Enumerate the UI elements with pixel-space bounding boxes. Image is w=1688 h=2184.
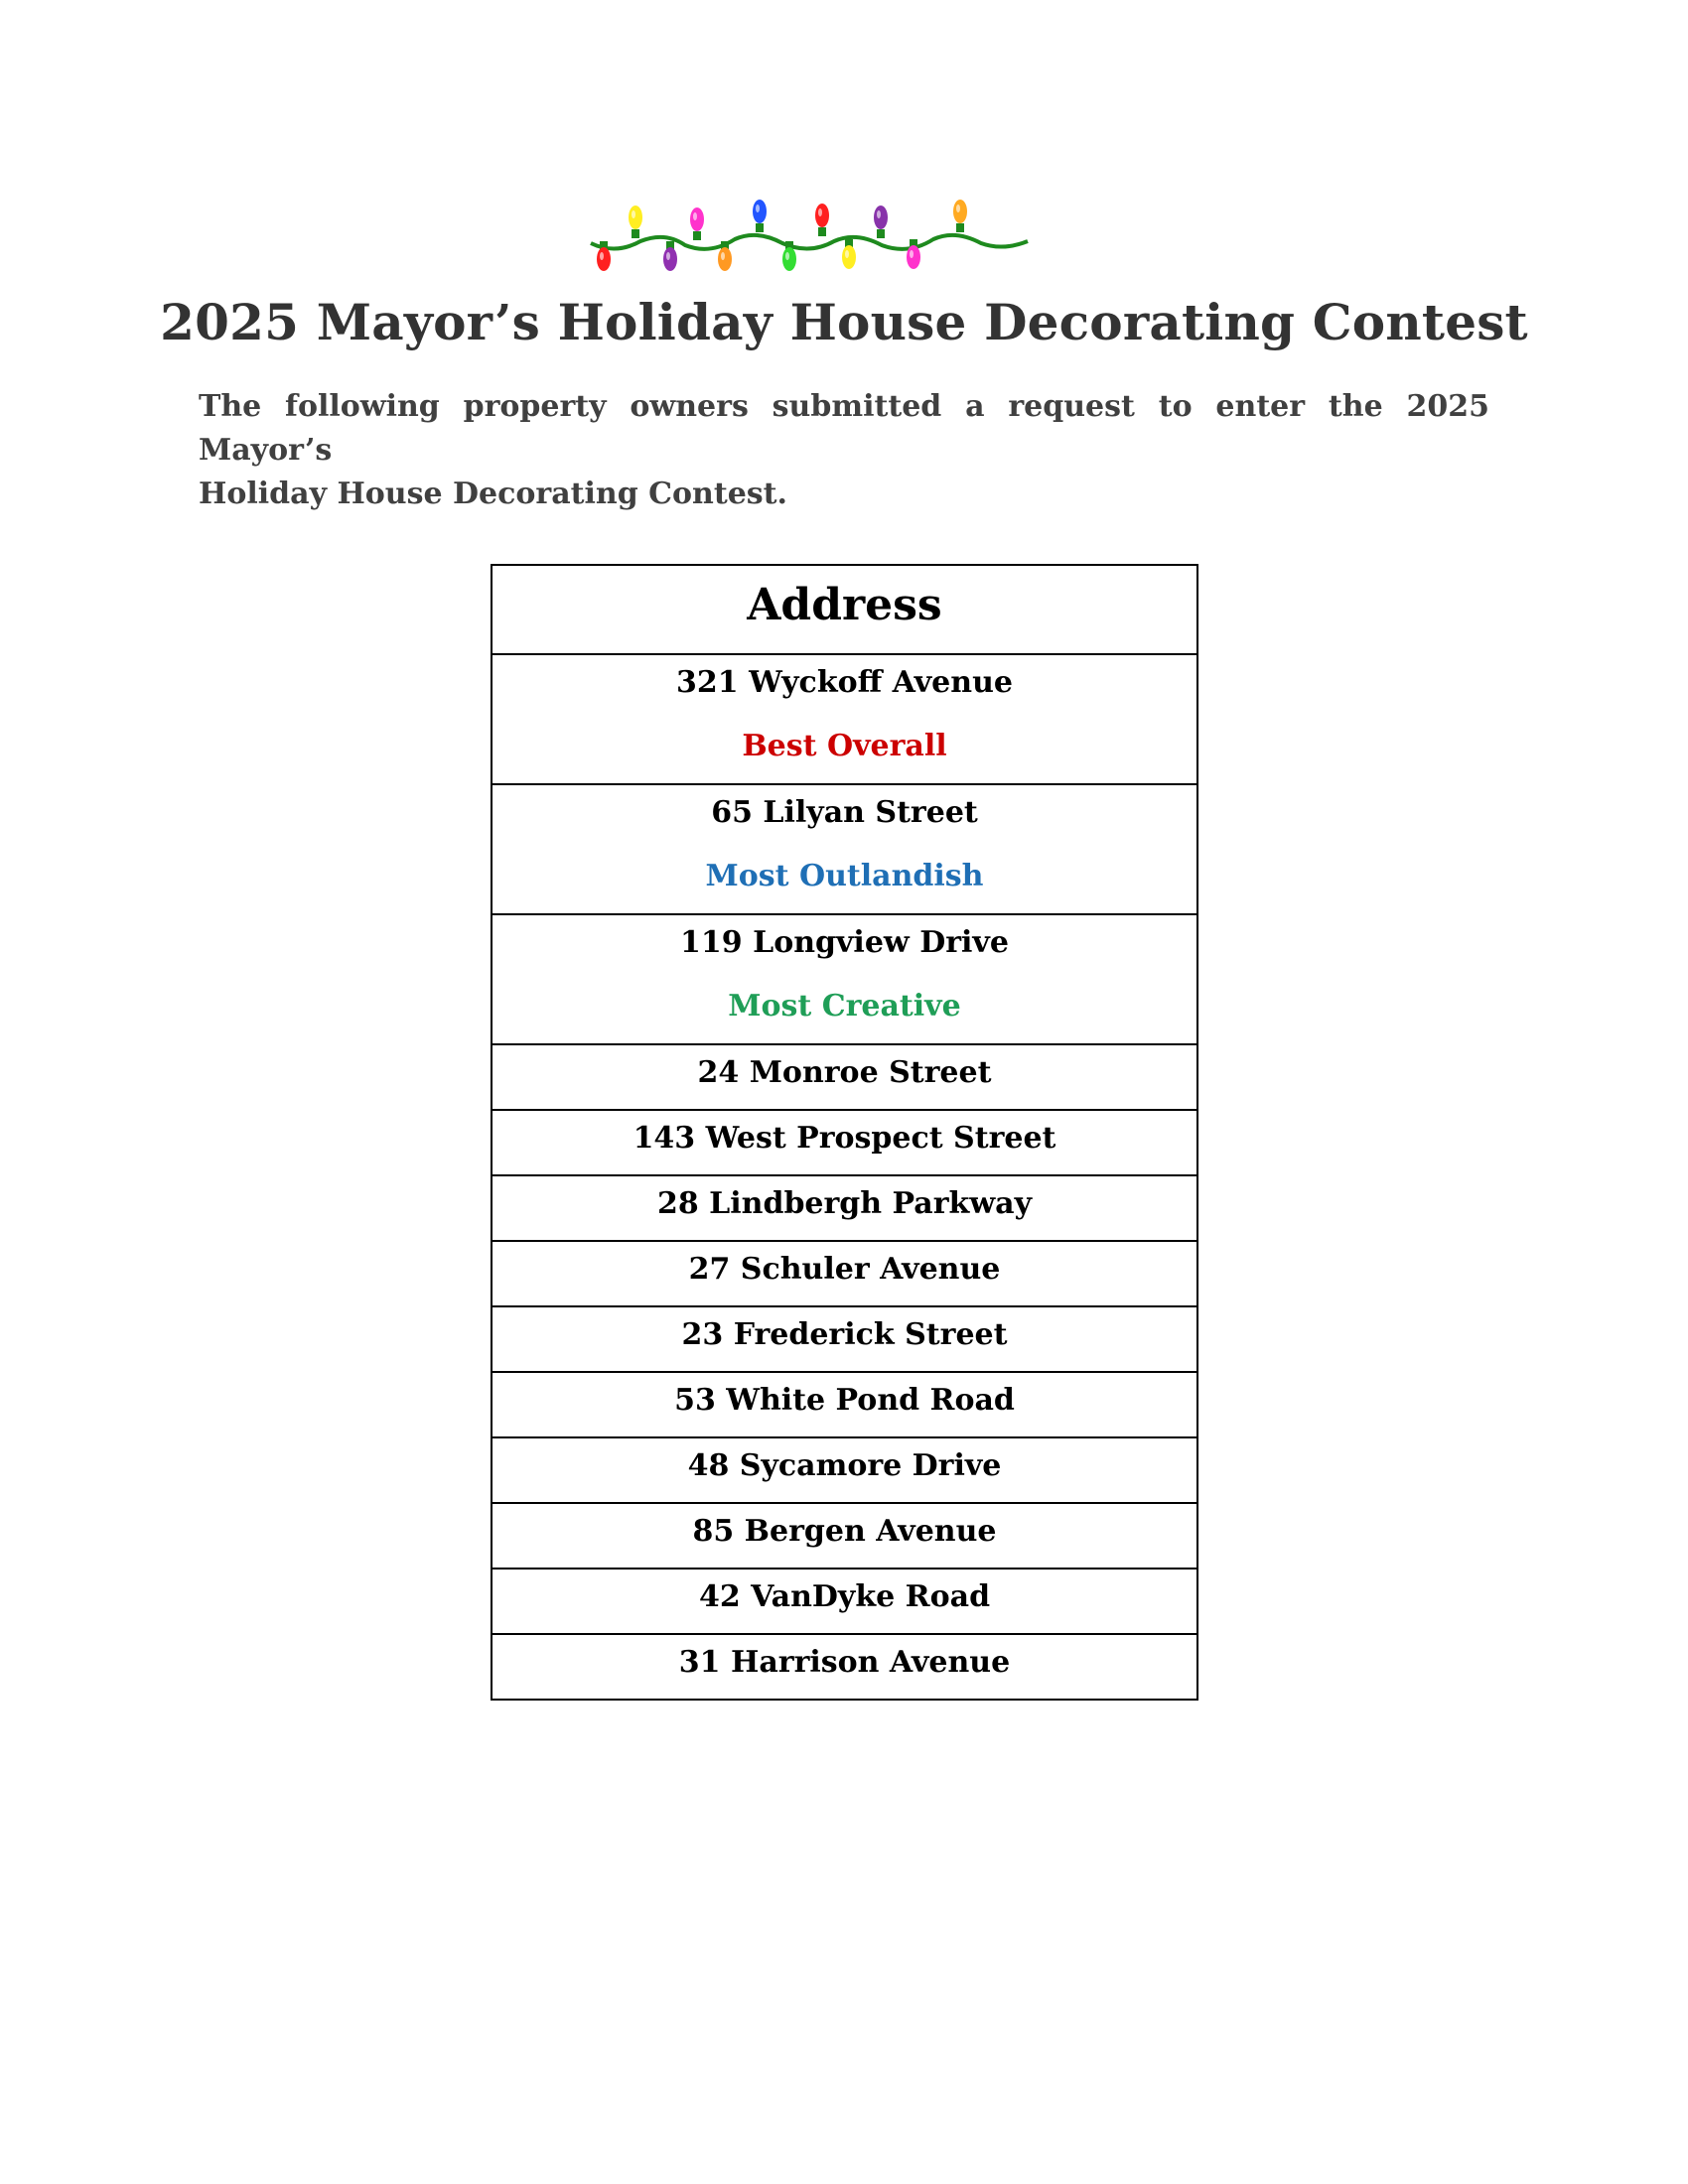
award-label: Best Overall <box>742 729 947 763</box>
table-header-address: Address <box>747 580 942 630</box>
table-row <box>492 913 1196 1043</box>
address-cell: 321 Wyckoff Avenue <box>676 665 1013 700</box>
table-row <box>492 1633 1196 1699</box>
page-title: 2025 Mayor’s Holiday House Decorating Contest <box>160 293 1528 351</box>
address-cell: 119 Longview Drive <box>680 925 1009 960</box>
table-row <box>492 653 1196 783</box>
light-bulb-icon <box>907 239 920 269</box>
address-cell: 28 Lindbergh Parkway <box>656 1186 1033 1221</box>
address-cell: 23 Frederick Street <box>681 1317 1008 1352</box>
lights-wire <box>591 235 1028 249</box>
light-bulb-icon <box>629 205 642 238</box>
table-row <box>492 1568 1196 1633</box>
address-cell: 85 Bergen Avenue <box>692 1514 997 1549</box>
table-row <box>492 1305 1196 1371</box>
address-cell: 53 White Pond Road <box>674 1383 1015 1418</box>
address-cell: 48 Sycamore Drive <box>687 1448 1002 1483</box>
light-bulb-icon <box>953 200 967 232</box>
award-label: Most Outlandish <box>705 859 984 893</box>
light-bulb-icon <box>663 241 677 271</box>
light-bulb-icon <box>815 204 829 236</box>
table-header-row <box>492 566 1196 653</box>
holiday-lights-illustration <box>586 194 1033 293</box>
table-row <box>492 1371 1196 1436</box>
light-bulb-icon <box>874 205 888 238</box>
table-row <box>492 1502 1196 1568</box>
table-row <box>492 1240 1196 1305</box>
light-bulb-icon <box>690 207 704 240</box>
address-cell: 143 West Prospect Street <box>633 1121 1056 1156</box>
award-label: Most Creative <box>728 989 961 1024</box>
intro-line-2: Holiday House Decorating Contest. <box>199 477 787 511</box>
address-cell: 42 VanDyke Road <box>698 1579 991 1614</box>
table-row <box>492 1043 1196 1109</box>
intro-paragraph <box>199 385 1489 516</box>
light-bulb-icon <box>842 239 856 269</box>
intro-line-1: The following property owners submitted a request to enter the 2025 Mayor’s <box>199 389 1489 468</box>
address-cell: 31 Harrison Avenue <box>678 1645 1011 1680</box>
address-cell: 24 Monroe Street <box>697 1055 992 1090</box>
light-bulb-icon <box>753 200 767 232</box>
table-row <box>492 1436 1196 1502</box>
table-row <box>492 783 1196 913</box>
table-row <box>492 1174 1196 1240</box>
address-table <box>491 564 1198 1701</box>
address-cell: 65 Lilyan Street <box>711 795 978 830</box>
address-cell: 27 Schuler Avenue <box>688 1252 1001 1287</box>
table-row <box>492 1109 1196 1174</box>
